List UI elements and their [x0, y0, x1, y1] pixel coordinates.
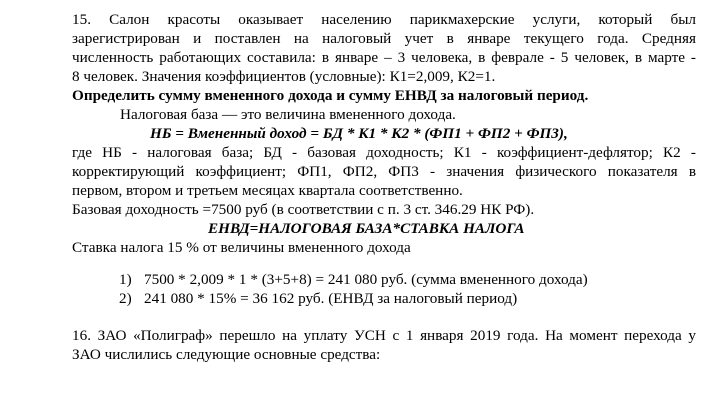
- task15-line-4: 8 человек. Значения коэффициентов (условные): К1=2,009, К2=1.: [72, 68, 496, 85]
- calculation-step: [72, 289, 696, 308]
- calculation-steps: [72, 270, 696, 308]
- calculation-step: [72, 270, 696, 289]
- explanation-line-1: где НБ - налоговая база; БД - базовая доходность; К1 - коэффициент-дефлятор; К2 -: [72, 144, 696, 161]
- tax-rate: Ставка налога 15 % от величины вмененного дохода: [72, 239, 411, 256]
- step-text: 241 080 * 15% = 36 162 руб. (ЕНВД за налоговый период): [144, 290, 518, 308]
- task16-line-2: ЗАО числились следующие основные средства:: [72, 346, 381, 363]
- explanation-line-2: корректирующий коэффициент; ФП1, ФП2, ФП3 - значения физического показателя в: [72, 163, 696, 180]
- task16-line-1: 16. ЗАО «Полиграф» перешло на уплату УСН с 1 января 2019 года. На момент перехода у: [72, 327, 696, 344]
- step-text: 7500 * 2,009 * 1 * (3+5+8) = 241 080 руб. (сумма вмененного дохода): [144, 271, 588, 288]
- tax-base-formula: НБ = Вмененный доход = БД * К1 * К2 * (ФП1 + ФП2 + ФП3),: [150, 125, 568, 142]
- task15-line-3: численность работающих составила: в январе – 3 человека, в феврале - 5 человек, в марте -: [72, 49, 696, 66]
- envd-formula: ЕНВД=НАЛОГОВАЯ БАЗА*СТАВКА НАЛОГА: [208, 220, 525, 237]
- step-number: 1): [119, 271, 132, 288]
- task15-line-2: зарегистрирован и поставлен на налоговый учет в январе текущего года. Средняя: [72, 30, 696, 47]
- task15-question: Определить сумму вмененного дохода и сумму ЕНВД за налоговый период.: [72, 87, 589, 104]
- base-income: Базовая доходность =7500 руб (в соответствии с п. 3 ст. 346.29 НК РФ).: [72, 201, 535, 218]
- tax-base-definition: Налоговая база — это величина вмененного дохода.: [120, 106, 456, 123]
- step-number: 2): [119, 290, 132, 308]
- task15-line-1: 15. Салон красоты оказывает населению парикмахерские услуги, который был: [72, 11, 696, 28]
- explanation-line-3: первом, втором и третьем месяцах квартала соответственно.: [72, 182, 463, 199]
